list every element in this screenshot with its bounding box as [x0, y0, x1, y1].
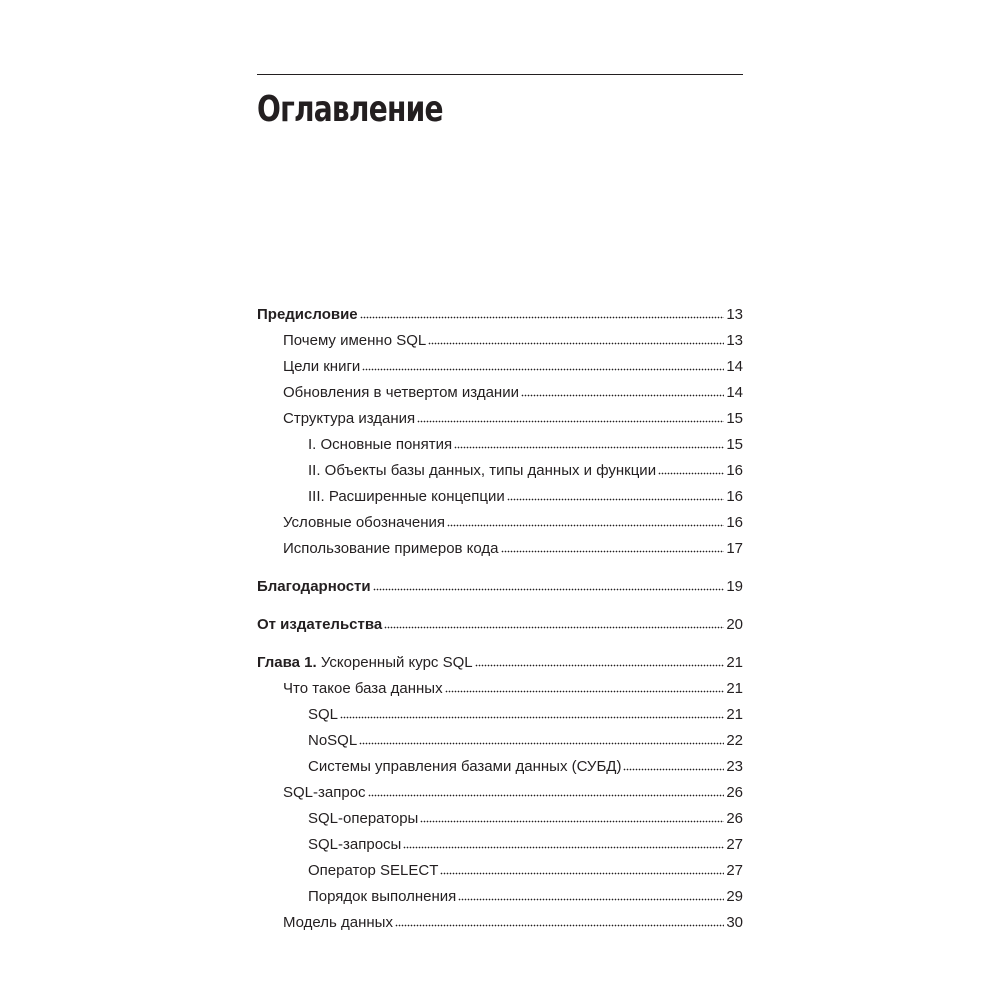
page-number: 22 [726, 732, 743, 749]
dot-leader [384, 625, 724, 629]
page-number: 15 [726, 436, 743, 453]
entry-title: Почему именно SQL [283, 332, 427, 349]
dot-leader [501, 549, 725, 553]
entry-title-bold: Предисловие [257, 306, 358, 323]
entry-title: Что такое база данных [283, 680, 443, 697]
page-number: 15 [726, 410, 743, 427]
dot-leader [340, 715, 724, 719]
dot-leader [368, 793, 725, 797]
page-number: 14 [726, 384, 743, 401]
dot-leader [403, 845, 724, 849]
toc-entry-part-3[interactable] [308, 488, 743, 506]
dot-leader [373, 587, 725, 591]
entry-title: II. Объекты базы данных, типы данных и функции [308, 462, 657, 479]
dot-leader [359, 741, 724, 745]
toc-entry-book-goals[interactable] [283, 358, 743, 376]
dot-leader [362, 367, 724, 371]
dot-leader [360, 315, 725, 319]
page-number: 23 [726, 758, 743, 775]
entry-title: SQL [308, 706, 339, 723]
entry-title: Использование примеров кода [283, 540, 499, 557]
toc-entry-preface[interactable] [257, 306, 743, 324]
table-of-contents [257, 0, 743, 1000]
toc-entry-why-sql[interactable] [283, 332, 743, 350]
entry-title: Ускоренный курс SQL [316, 654, 473, 671]
entry-title: Системы управления базами данных (СУБД) [308, 758, 622, 775]
toc-entry-from-publisher[interactable] [257, 616, 743, 634]
dot-leader [623, 767, 724, 771]
page-number: 29 [726, 888, 743, 905]
entry-title: I. Основные понятия [308, 436, 453, 453]
dot-leader [454, 445, 724, 449]
toc-entry-what-is-database[interactable] [283, 680, 743, 698]
dot-leader [658, 471, 724, 475]
dot-leader [440, 871, 724, 875]
toc-entry-data-model[interactable] [283, 914, 743, 932]
dot-leader [420, 819, 724, 823]
page-number: 16 [726, 514, 743, 531]
entry-title-bold: Благодарности [257, 578, 371, 595]
page-number: 21 [726, 680, 743, 697]
toc-entry-select-statement[interactable] [308, 862, 743, 880]
dot-leader [458, 897, 724, 901]
entry-title: Оператор SELECT [308, 862, 439, 879]
page-number: 17 [726, 540, 743, 557]
entry-title: Условные обозначения [283, 514, 446, 531]
page-number: 21 [726, 706, 743, 723]
page-number: 20 [726, 616, 743, 633]
toc-entry-book-structure[interactable] [283, 410, 743, 428]
toc-entry-fourth-edition-updates[interactable] [283, 384, 743, 402]
entry-title: Обновления в четвертом издании [283, 384, 519, 401]
page-number: 26 [726, 784, 743, 801]
entry-title: SQL-запросы [308, 836, 402, 853]
toc-entry-sql-queries[interactable] [308, 836, 743, 854]
page-number: 16 [726, 462, 743, 479]
page-number: 27 [726, 836, 743, 853]
entry-title: SQL-операторы [308, 810, 419, 827]
toc-entry-sql-query[interactable] [283, 784, 743, 802]
entry-title: Цели книги [283, 358, 361, 375]
page-number: 30 [726, 914, 743, 931]
entry-title: SQL-запрос [283, 784, 366, 801]
page-number: 13 [726, 306, 743, 323]
page-number: 27 [726, 862, 743, 879]
dot-leader [521, 393, 724, 397]
entry-title-bold: Глава 1. [257, 654, 317, 671]
toc-entry-part-1[interactable] [308, 436, 743, 454]
dot-leader [447, 523, 724, 527]
toc-entry-sql[interactable] [308, 706, 743, 724]
toc-entry-code-examples[interactable] [283, 540, 743, 558]
dot-leader [395, 923, 724, 927]
entry-title: Модель данных [283, 914, 393, 931]
dot-leader [417, 419, 724, 423]
toc-entry-acknowledgements[interactable] [257, 578, 743, 596]
entry-title: Порядок выполнения [308, 888, 457, 905]
toc-entry-chapter-1[interactable] [257, 654, 743, 672]
dot-leader [445, 689, 725, 693]
entry-title: NoSQL [308, 732, 358, 749]
page-number: 14 [726, 358, 743, 375]
page-number: 13 [726, 332, 743, 349]
page-number: 19 [726, 578, 743, 595]
entry-title: III. Расширенные концепции [308, 488, 505, 505]
dot-leader [507, 497, 725, 501]
page-number: 26 [726, 810, 743, 827]
dot-leader [475, 663, 725, 667]
page-number: 16 [726, 488, 743, 505]
toc-entry-nosql[interactable] [308, 732, 743, 750]
toc-entry-sql-statements[interactable] [308, 810, 743, 828]
entry-title: Структура издания [283, 410, 416, 427]
toc-entry-part-2[interactable] [308, 462, 743, 480]
entry-title-bold: От издательства [257, 616, 383, 633]
toc-entry-conventions[interactable] [283, 514, 743, 532]
toc-entry-dbms[interactable] [308, 758, 743, 776]
dot-leader [428, 341, 724, 345]
page-number: 21 [726, 654, 743, 671]
page-title: Оглавление [257, 89, 443, 130]
toc-entry-execution-order[interactable] [308, 888, 743, 906]
